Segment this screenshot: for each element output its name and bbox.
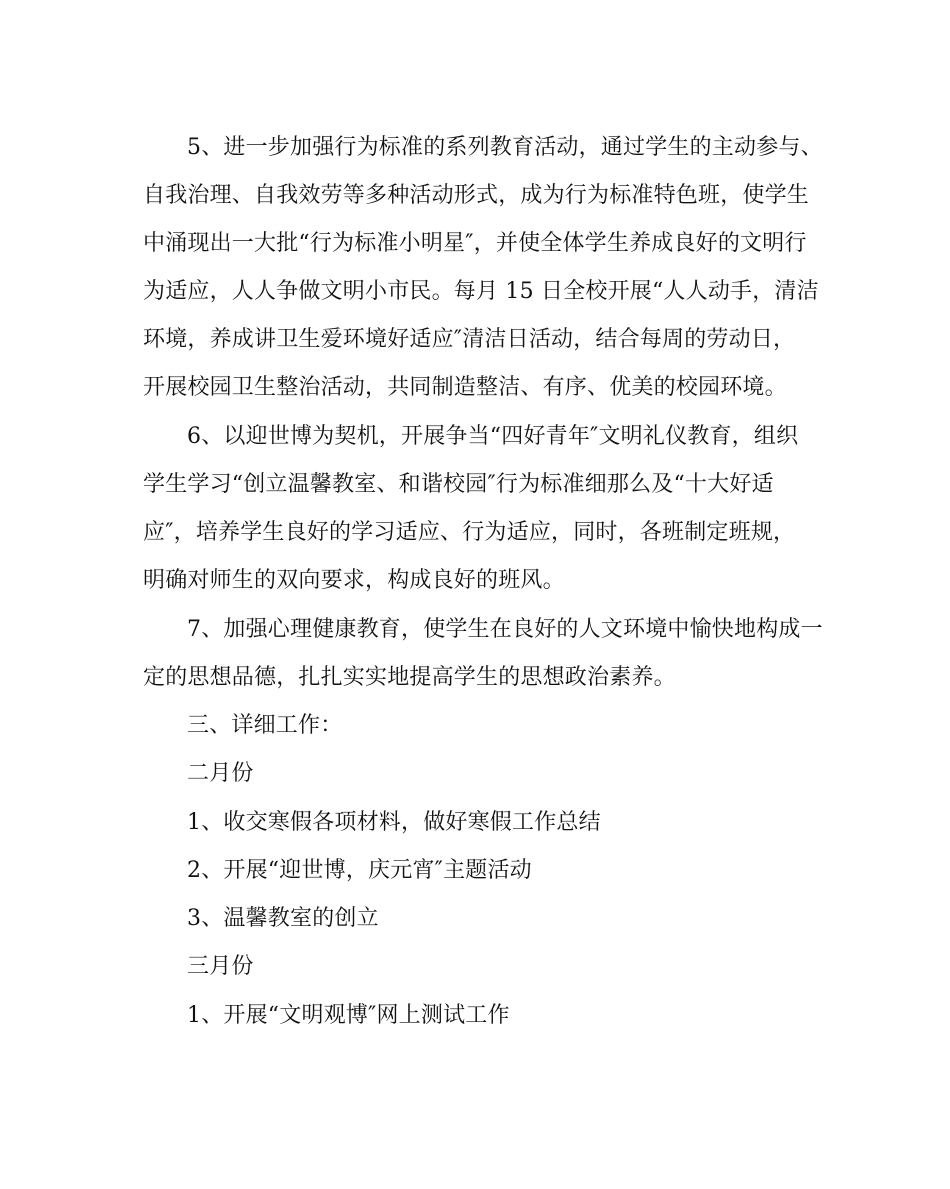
paragraph-6-line-2: 学生学习“创立温馨教室、和谐校园″行为标准细那么及“十大好适 xyxy=(143,472,774,497)
paragraph-5-line-3: 中涌现出一大批“行为标准小明星″，并使全体学生养成良好的文明行 xyxy=(143,231,807,256)
section-heading: 三、详细工作： xyxy=(187,713,343,738)
paragraph-6-line-3: 应″，培养学生良好的学习适应、行为适应，同时，各班制定班规， xyxy=(143,520,796,545)
month-heading-february: 二月份 xyxy=(187,761,254,786)
paragraph-7-line-2: 定的思想品德，扎扎实实地提高学生的思想政治素养。 xyxy=(143,665,676,690)
february-item-3: 3、温馨教室的创立 xyxy=(187,906,379,931)
paragraph-5-line-1: 5、进一步加强行为标准的系列教育活动，通过学生的主动参与、 xyxy=(187,135,823,160)
february-item-2: 2、开展“迎世博，庆元宵″主题活动 xyxy=(187,858,532,883)
march-item-1: 1、开展“文明观博″网上测试工作 xyxy=(187,1003,510,1028)
paragraph-6-line-4: 明确对师生的双向要求，构成良好的班风。 xyxy=(143,568,565,593)
paragraph-7-line-1: 7、加强心理健康教育，使学生在良好的人文环境中愉快地构成一 xyxy=(187,617,823,642)
paragraph-5-line-4: 为适应，人人争做文明小市民。每月 15 日全校开展“人人动手，清洁 xyxy=(143,279,819,304)
paragraph-5-line-6: 开展校园卫生整治活动，共同制造整洁、有序、优美的校园环境。 xyxy=(143,375,787,400)
paragraph-5-line-2: 自我治理、自我效劳等多种活动形式，成为行为标准特色班，使学生 xyxy=(143,183,810,208)
paragraph-5-line-5: 环境，养成讲卫生爱环境好适应″清洁日活动，结合每周的劳动日， xyxy=(143,327,796,352)
february-item-1: 1、收交寒假各项材料，做好寒假工作总结 xyxy=(187,810,601,835)
paragraph-6-line-1: 6、以迎世博为契机，开展争当“四好青年″文明礼仪教育，组织 xyxy=(187,424,799,449)
month-heading-march: 三月份 xyxy=(187,954,254,979)
